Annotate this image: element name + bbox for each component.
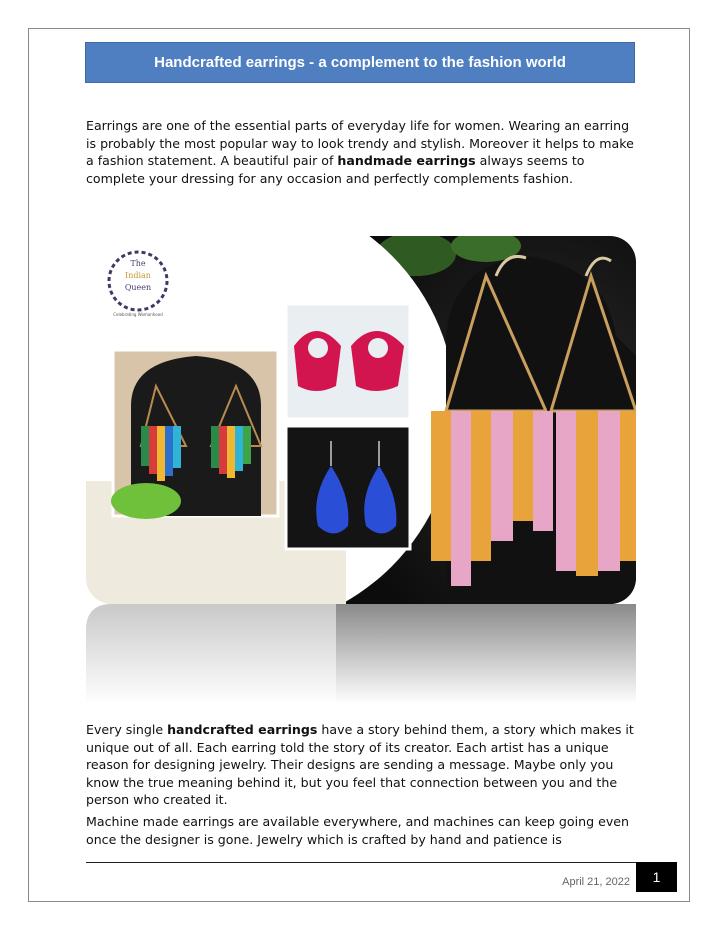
earrings-collage-image [86,236,636,604]
inset-photo-blue-drop-earrings [286,426,410,549]
page-title: Handcrafted earrings - a complement to the fashion world [154,54,566,71]
logo-text-line2: Indian [125,271,151,280]
collage-graphic [86,236,636,604]
reflection-graphic [86,604,636,704]
tassel-group-right [556,411,636,576]
inset-photo-multicolor-earrings [111,350,278,519]
page-number: 1 [652,869,661,885]
bold-keyword: handcrafted earrings [167,722,318,737]
page-number-box [636,862,677,892]
logo-text-line1: The [130,259,146,268]
logo-text-line3: Queen [124,283,152,292]
image-reflection [86,604,636,704]
logo-tagline: Celebrating Womanhood [113,312,163,317]
footer-date: April 21, 2022 [562,876,630,888]
intro-paragraph: Earrings are one of the essential parts of everyday life for women. Wearing an earring is probably the most popular way to look trendy and stylish. Moreover it helps to make a fashion statement. A beautiful pair of handmade earrings always seems to complete your dressing for any occasion and perfectly complements fashion. [86,118,634,186]
inset-photo-red-fan-earrings [286,304,410,419]
title-banner [85,42,635,83]
body-paragraph-2: Machine made earrings are available everywhere, and machines can keep going even once the designer is gone. Jewelry which is crafted by hand and patience is [86,814,630,847]
bold-keyword: handmade earrings [337,153,476,168]
body-paragraph-1: Every single handcrafted earrings have a story behind them, a story which makes it unique out of all. Each earring told the story of its creator. Each artist has a unique reason for designing jewelry. Their designs are sending a message. Maybe only you know the true meaning behind it, but you feel that connection between you and the person who created it. [86,722,634,807]
footer-divider [86,862,636,863]
